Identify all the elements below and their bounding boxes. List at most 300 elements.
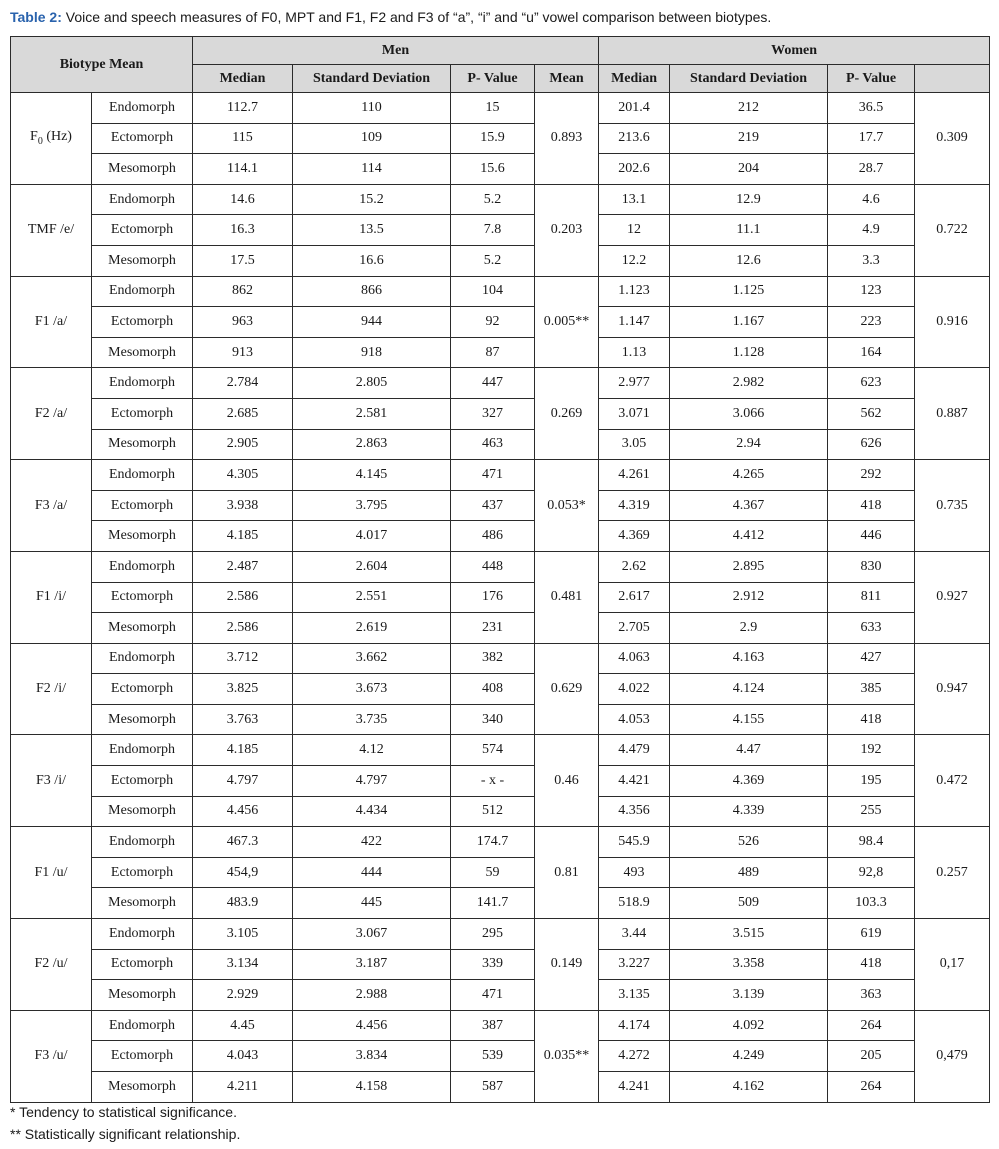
women-pvalue-cell: 626 <box>828 429 915 460</box>
women-pvalue-cell: 164 <box>828 337 915 368</box>
women-median-cell: 518.9 <box>599 888 670 919</box>
women-pvalue-cell: 418 <box>828 704 915 735</box>
women-median-cell: 201.4 <box>599 93 670 124</box>
biotype-cell: Mesomorph <box>92 796 193 827</box>
women-sd-cell: 4.339 <box>670 796 828 827</box>
women-pvalue-cell: 619 <box>828 919 915 950</box>
men-median-cell: 467.3 <box>193 827 293 858</box>
biotype-cell: Mesomorph <box>92 704 193 735</box>
biotype-cell: Endomorph <box>92 93 193 124</box>
biotype-cell: Endomorph <box>92 276 193 307</box>
header-men-pvalue: P- Value <box>451 65 535 93</box>
men-median-cell: 2.685 <box>193 398 293 429</box>
men-sd-cell: 4.158 <box>293 1072 451 1103</box>
men-sd-cell: 4.017 <box>293 521 451 552</box>
men-median-cell: 16.3 <box>193 215 293 246</box>
women-mean-cell: 0,17 <box>915 919 990 1011</box>
women-pvalue-cell: 264 <box>828 1010 915 1041</box>
table-row <box>11 398 990 429</box>
women-sd-cell: 4.412 <box>670 521 828 552</box>
women-sd-cell: 12.9 <box>670 184 828 215</box>
men-mean-cell: 0.005** <box>535 276 599 368</box>
men-pvalue-cell: 387 <box>451 1010 535 1041</box>
table-row <box>11 1010 990 1041</box>
measure-label: F3 /i/ <box>11 735 92 827</box>
women-median-cell: 4.479 <box>599 735 670 766</box>
table-row <box>11 245 990 276</box>
women-median-cell: 4.053 <box>599 704 670 735</box>
women-pvalue-cell: 98.4 <box>828 827 915 858</box>
men-pvalue-cell: 5.2 <box>451 245 535 276</box>
men-median-cell: 3.134 <box>193 949 293 980</box>
biotype-cell: Endomorph <box>92 551 193 582</box>
men-pvalue-cell: 7.8 <box>451 215 535 246</box>
table-row <box>11 276 990 307</box>
women-sd-cell: 219 <box>670 123 828 154</box>
table-row <box>11 888 990 919</box>
men-median-cell: 2.586 <box>193 582 293 613</box>
men-pvalue-cell: 340 <box>451 704 535 735</box>
men-median-cell: 3.938 <box>193 490 293 521</box>
biotype-cell: Ectomorph <box>92 490 193 521</box>
men-median-cell: 3.825 <box>193 674 293 705</box>
men-mean-cell: 0.203 <box>535 184 599 276</box>
women-pvalue-cell: 3.3 <box>828 245 915 276</box>
women-sd-cell: 11.1 <box>670 215 828 246</box>
table-row <box>11 154 990 185</box>
men-pvalue-cell: 574 <box>451 735 535 766</box>
men-mean-cell: 0.81 <box>535 827 599 919</box>
men-sd-cell: 4.145 <box>293 460 451 491</box>
women-sd-cell: 4.162 <box>670 1072 828 1103</box>
men-mean-cell: 0.46 <box>535 735 599 827</box>
women-pvalue-cell: 418 <box>828 949 915 980</box>
men-median-cell: 4.305 <box>193 460 293 491</box>
biotype-cell: Mesomorph <box>92 521 193 552</box>
men-sd-cell: 4.456 <box>293 1010 451 1041</box>
men-median-cell: 112.7 <box>193 93 293 124</box>
women-median-cell: 4.174 <box>599 1010 670 1041</box>
men-sd-cell: 114 <box>293 154 451 185</box>
women-median-cell: 3.05 <box>599 429 670 460</box>
men-sd-cell: 2.863 <box>293 429 451 460</box>
men-sd-cell: 3.067 <box>293 919 451 950</box>
women-median-cell: 2.705 <box>599 613 670 644</box>
women-pvalue-cell: 811 <box>828 582 915 613</box>
men-median-cell: 114.1 <box>193 154 293 185</box>
women-sd-cell: 4.265 <box>670 460 828 491</box>
men-median-cell: 4.185 <box>193 521 293 552</box>
table-row <box>11 1041 990 1072</box>
men-median-cell: 862 <box>193 276 293 307</box>
women-pvalue-cell: 28.7 <box>828 154 915 185</box>
women-pvalue-cell: 385 <box>828 674 915 705</box>
women-mean-cell: 0.735 <box>915 460 990 552</box>
table-row <box>11 307 990 338</box>
women-median-cell: 4.022 <box>599 674 670 705</box>
women-mean-cell: 0.722 <box>915 184 990 276</box>
women-median-cell: 2.617 <box>599 582 670 613</box>
header-men-mean: Mean <box>535 65 599 93</box>
men-pvalue-cell: 437 <box>451 490 535 521</box>
men-pvalue-cell: 92 <box>451 307 535 338</box>
women-pvalue-cell: 123 <box>828 276 915 307</box>
biotype-cell: Mesomorph <box>92 888 193 919</box>
women-sd-cell: 4.47 <box>670 735 828 766</box>
women-median-cell: 4.421 <box>599 766 670 797</box>
women-mean-cell: 0.947 <box>915 643 990 735</box>
women-median-cell: 202.6 <box>599 154 670 185</box>
women-sd-cell: 3.515 <box>670 919 828 950</box>
women-sd-cell: 212 <box>670 93 828 124</box>
header-women-sd: Standard Deviation <box>670 65 828 93</box>
women-sd-cell: 3.358 <box>670 949 828 980</box>
biotype-cell: Endomorph <box>92 643 193 674</box>
table-row <box>11 949 990 980</box>
table-row <box>11 735 990 766</box>
biotype-cell: Ectomorph <box>92 1041 193 1072</box>
women-sd-cell: 1.125 <box>670 276 828 307</box>
women-pvalue-cell: 427 <box>828 643 915 674</box>
biotype-cell: Endomorph <box>92 184 193 215</box>
men-median-cell: 2.929 <box>193 980 293 1011</box>
biotype-cell: Ectomorph <box>92 674 193 705</box>
header-biotype-mean: Biotype Mean <box>11 37 193 93</box>
women-median-cell: 1.147 <box>599 307 670 338</box>
men-median-cell: 2.905 <box>193 429 293 460</box>
men-pvalue-cell: 295 <box>451 919 535 950</box>
table-row <box>11 643 990 674</box>
men-sd-cell: 4.12 <box>293 735 451 766</box>
women-sd-cell: 4.163 <box>670 643 828 674</box>
women-pvalue-cell: 17.7 <box>828 123 915 154</box>
women-pvalue-cell: 363 <box>828 980 915 1011</box>
men-mean-cell: 0.481 <box>535 551 599 643</box>
biotype-cell: Endomorph <box>92 827 193 858</box>
men-pvalue-cell: 327 <box>451 398 535 429</box>
table-label: Table 2: <box>10 9 62 25</box>
women-pvalue-cell: 223 <box>828 307 915 338</box>
women-sd-cell: 2.94 <box>670 429 828 460</box>
table-row <box>11 1072 990 1103</box>
women-median-cell: 493 <box>599 857 670 888</box>
biotype-table <box>10 36 990 1103</box>
women-pvalue-cell: 633 <box>828 613 915 644</box>
table-title: Voice and speech measures of F0, MPT and F1, F2 and F3 of “a”, “i” and “u” vowel comparison between biotypes. <box>61 9 772 25</box>
men-median-cell: 913 <box>193 337 293 368</box>
biotype-cell: Mesomorph <box>92 613 193 644</box>
women-sd-cell: 4.155 <box>670 704 828 735</box>
table-row <box>11 796 990 827</box>
men-pvalue-cell: 463 <box>451 429 535 460</box>
women-median-cell: 2.62 <box>599 551 670 582</box>
women-pvalue-cell: 623 <box>828 368 915 399</box>
measure-label: F1 /u/ <box>11 827 92 919</box>
men-sd-cell: 3.795 <box>293 490 451 521</box>
women-pvalue-cell: 830 <box>828 551 915 582</box>
men-sd-cell: 2.619 <box>293 613 451 644</box>
table-row <box>11 613 990 644</box>
header-women-median: Median <box>599 65 670 93</box>
men-median-cell: 14.6 <box>193 184 293 215</box>
men-sd-cell: 3.662 <box>293 643 451 674</box>
biotype-cell: Ectomorph <box>92 582 193 613</box>
men-sd-cell: 109 <box>293 123 451 154</box>
women-pvalue-cell: 292 <box>828 460 915 491</box>
men-sd-cell: 3.187 <box>293 949 451 980</box>
women-median-cell: 545.9 <box>599 827 670 858</box>
women-median-cell: 1.123 <box>599 276 670 307</box>
men-pvalue-cell: 408 <box>451 674 535 705</box>
biotype-cell: Ectomorph <box>92 123 193 154</box>
men-sd-cell: 13.5 <box>293 215 451 246</box>
women-pvalue-cell: 103.3 <box>828 888 915 919</box>
measure-label: F2 /u/ <box>11 919 92 1011</box>
table-row <box>11 93 990 124</box>
men-median-cell: 3.712 <box>193 643 293 674</box>
men-pvalue-cell: 448 <box>451 551 535 582</box>
women-pvalue-cell: 205 <box>828 1041 915 1072</box>
women-median-cell: 4.319 <box>599 490 670 521</box>
header-men-median: Median <box>193 65 293 93</box>
women-median-cell: 4.272 <box>599 1041 670 1072</box>
women-median-cell: 4.356 <box>599 796 670 827</box>
men-mean-cell: 0.053* <box>535 460 599 552</box>
men-pvalue-cell: 587 <box>451 1072 535 1103</box>
measure-label: F3 /a/ <box>11 460 92 552</box>
women-sd-cell: 204 <box>670 154 828 185</box>
men-pvalue-cell: 471 <box>451 460 535 491</box>
men-pvalue-cell: 87 <box>451 337 535 368</box>
measure-label: F3 /u/ <box>11 1010 92 1102</box>
table-row <box>11 429 990 460</box>
men-sd-cell: 110 <box>293 93 451 124</box>
men-median-cell: 2.784 <box>193 368 293 399</box>
measure-label: $F_0$ (Hz) <box>11 93 92 185</box>
table-row <box>11 766 990 797</box>
note-tendency: * Tendency to statistical significance. <box>10 1104 237 1120</box>
men-mean-cell: 0.629 <box>535 643 599 735</box>
men-median-cell: 2.487 <box>193 551 293 582</box>
men-median-cell: 4.043 <box>193 1041 293 1072</box>
table-row <box>11 460 990 491</box>
women-sd-cell: 12.6 <box>670 245 828 276</box>
women-mean-cell: 0.927 <box>915 551 990 643</box>
biotype-cell: Ectomorph <box>92 398 193 429</box>
women-sd-cell: 509 <box>670 888 828 919</box>
women-sd-cell: 1.128 <box>670 337 828 368</box>
men-sd-cell: 2.581 <box>293 398 451 429</box>
women-median-cell: 3.227 <box>599 949 670 980</box>
women-sd-cell: 526 <box>670 827 828 858</box>
women-sd-cell: 489 <box>670 857 828 888</box>
women-pvalue-cell: 264 <box>828 1072 915 1103</box>
women-sd-cell: 4.124 <box>670 674 828 705</box>
women-pvalue-cell: 192 <box>828 735 915 766</box>
women-median-cell: 12 <box>599 215 670 246</box>
biotype-cell: Mesomorph <box>92 1072 193 1103</box>
women-mean-cell: 0.916 <box>915 276 990 368</box>
women-pvalue-cell: 4.9 <box>828 215 915 246</box>
men-median-cell: 3.105 <box>193 919 293 950</box>
biotype-cell: Endomorph <box>92 460 193 491</box>
men-median-cell: 2.586 <box>193 613 293 644</box>
biotype-cell: Mesomorph <box>92 429 193 460</box>
women-sd-cell: 2.9 <box>670 613 828 644</box>
table-row <box>11 123 990 154</box>
men-sd-cell: 3.834 <box>293 1041 451 1072</box>
men-pvalue-cell: 59 <box>451 857 535 888</box>
women-sd-cell: 4.249 <box>670 1041 828 1072</box>
women-median-cell: 4.369 <box>599 521 670 552</box>
biotype-cell: Ectomorph <box>92 857 193 888</box>
note-significant: ** Statistically significant relationship. <box>10 1126 241 1142</box>
women-mean-cell: 0,479 <box>915 1010 990 1102</box>
biotype-cell: Mesomorph <box>92 245 193 276</box>
women-sd-cell: 2.895 <box>670 551 828 582</box>
men-pvalue-cell: 486 <box>451 521 535 552</box>
women-pvalue-cell: 255 <box>828 796 915 827</box>
women-median-cell: 3.071 <box>599 398 670 429</box>
men-pvalue-cell: 382 <box>451 643 535 674</box>
women-mean-cell: 0.472 <box>915 735 990 827</box>
women-sd-cell: 4.369 <box>670 766 828 797</box>
men-median-cell: 4.211 <box>193 1072 293 1103</box>
table-row <box>11 184 990 215</box>
women-median-cell: 1.13 <box>599 337 670 368</box>
header-women-pvalue: P- Value <box>828 65 915 93</box>
women-pvalue-cell: 4.6 <box>828 184 915 215</box>
men-pvalue-cell: 15 <box>451 93 535 124</box>
men-pvalue-cell: 141.7 <box>451 888 535 919</box>
men-median-cell: 115 <box>193 123 293 154</box>
biotype-cell: Ectomorph <box>92 215 193 246</box>
table-row <box>11 704 990 735</box>
men-sd-cell: 918 <box>293 337 451 368</box>
biotype-cell: Endomorph <box>92 735 193 766</box>
women-pvalue-cell: 195 <box>828 766 915 797</box>
biotype-cell: Mesomorph <box>92 154 193 185</box>
women-sd-cell: 2.982 <box>670 368 828 399</box>
measure-label: F2 /i/ <box>11 643 92 735</box>
men-pvalue-cell: 5.2 <box>451 184 535 215</box>
women-sd-cell: 1.167 <box>670 307 828 338</box>
men-pvalue-cell: 339 <box>451 949 535 980</box>
measure-label: F2 /a/ <box>11 368 92 460</box>
table-row <box>11 368 990 399</box>
men-mean-cell: 0.035** <box>535 1010 599 1102</box>
biotype-cell: Mesomorph <box>92 337 193 368</box>
table-row <box>11 337 990 368</box>
men-median-cell: 4.45 <box>193 1010 293 1041</box>
men-sd-cell: 15.2 <box>293 184 451 215</box>
women-median-cell: 4.261 <box>599 460 670 491</box>
women-pvalue-cell: 446 <box>828 521 915 552</box>
men-sd-cell: 4.434 <box>293 796 451 827</box>
women-median-cell: 4.241 <box>599 1072 670 1103</box>
men-pvalue-cell: 512 <box>451 796 535 827</box>
men-pvalue-cell: - x - <box>451 766 535 797</box>
table-row <box>11 919 990 950</box>
table-caption <box>10 9 990 25</box>
women-median-cell: 3.135 <box>599 980 670 1011</box>
women-median-cell: 12.2 <box>599 245 670 276</box>
biotype-cell: Endomorph <box>92 368 193 399</box>
men-sd-cell: 2.604 <box>293 551 451 582</box>
table-row <box>11 215 990 246</box>
men-sd-cell: 444 <box>293 857 451 888</box>
women-median-cell: 213.6 <box>599 123 670 154</box>
women-mean-cell: 0.887 <box>915 368 990 460</box>
women-sd-cell: 4.367 <box>670 490 828 521</box>
header-women: Women <box>599 37 990 65</box>
table-body <box>11 93 990 1103</box>
table-row <box>11 521 990 552</box>
men-sd-cell: 3.673 <box>293 674 451 705</box>
biotype-cell: Mesomorph <box>92 980 193 1011</box>
women-median-cell: 2.977 <box>599 368 670 399</box>
women-pvalue-cell: 36.5 <box>828 93 915 124</box>
men-mean-cell: 0.149 <box>535 919 599 1011</box>
biotype-cell: Endomorph <box>92 919 193 950</box>
women-sd-cell: 2.912 <box>670 582 828 613</box>
women-pvalue-cell: 418 <box>828 490 915 521</box>
women-median-cell: 4.063 <box>599 643 670 674</box>
table-row <box>11 490 990 521</box>
men-pvalue-cell: 174.7 <box>451 827 535 858</box>
biotype-cell: Ectomorph <box>92 766 193 797</box>
men-pvalue-cell: 447 <box>451 368 535 399</box>
header-women-mean <box>915 65 990 93</box>
men-median-cell: 4.456 <box>193 796 293 827</box>
men-median-cell: 3.763 <box>193 704 293 735</box>
men-mean-cell: 0.269 <box>535 368 599 460</box>
men-median-cell: 4.797 <box>193 766 293 797</box>
women-sd-cell: 4.092 <box>670 1010 828 1041</box>
men-sd-cell: 866 <box>293 276 451 307</box>
table-row <box>11 857 990 888</box>
women-sd-cell: 3.139 <box>670 980 828 1011</box>
women-mean-cell: 0.257 <box>915 827 990 919</box>
table-row <box>11 582 990 613</box>
women-median-cell: 3.44 <box>599 919 670 950</box>
men-sd-cell: 2.805 <box>293 368 451 399</box>
biotype-cell: Ectomorph <box>92 949 193 980</box>
measure-label: F1 /i/ <box>11 551 92 643</box>
men-pvalue-cell: 539 <box>451 1041 535 1072</box>
men-sd-cell: 2.551 <box>293 582 451 613</box>
header-men-sd: Standard Deviation <box>293 65 451 93</box>
table-notes <box>10 1101 240 1145</box>
men-sd-cell: 445 <box>293 888 451 919</box>
women-pvalue-cell: 562 <box>828 398 915 429</box>
women-sd-cell: 3.066 <box>670 398 828 429</box>
men-median-cell: 17.5 <box>193 245 293 276</box>
men-sd-cell: 422 <box>293 827 451 858</box>
men-sd-cell: 944 <box>293 307 451 338</box>
women-median-cell: 13.1 <box>599 184 670 215</box>
men-median-cell: 963 <box>193 307 293 338</box>
men-pvalue-cell: 471 <box>451 980 535 1011</box>
men-sd-cell: 4.797 <box>293 766 451 797</box>
men-pvalue-cell: 231 <box>451 613 535 644</box>
biotype-cell: Endomorph <box>92 1010 193 1041</box>
table-row <box>11 674 990 705</box>
men-pvalue-cell: 15.6 <box>451 154 535 185</box>
men-pvalue-cell: 104 <box>451 276 535 307</box>
men-pvalue-cell: 176 <box>451 582 535 613</box>
table-row <box>11 980 990 1011</box>
